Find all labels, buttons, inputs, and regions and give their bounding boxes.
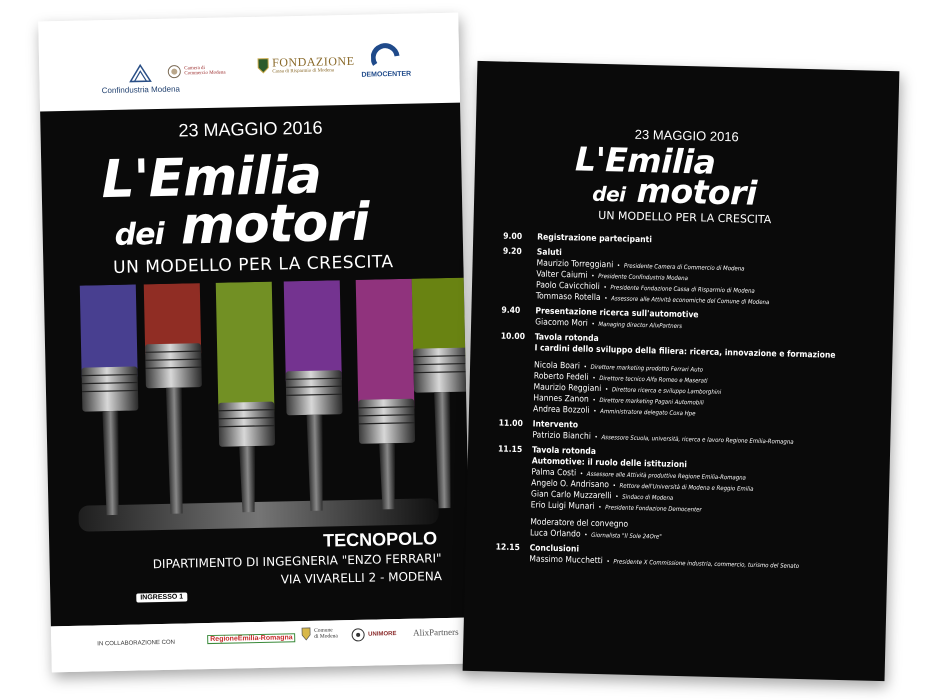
alixpartners-logo: AlixPartners: [413, 626, 459, 638]
speaker-role: Amministratore delegato Coxa Hpe: [600, 408, 696, 418]
fondazione-logo: FONDAZIONE Cassa di Risparmio di Modena: [257, 55, 355, 76]
agenda-slot: [465, 542, 887, 574]
speaker-role: Rettore dell'Università di Modena e Reggio Emilia: [619, 482, 754, 493]
slot-body: [533, 332, 893, 424]
speaker-role: Giornalista "Il Sole 24Ore": [591, 531, 662, 541]
connecting-rod: [434, 392, 452, 508]
speaker-role: Assessore Scuola, università, ricerca e lavoro Regione Emilia-Romagna: [601, 434, 794, 446]
confindustria-emblem-icon: [128, 63, 152, 83]
bullet-separator: •: [589, 272, 597, 280]
bullet-separator: •: [615, 262, 622, 270]
piston-group: [80, 278, 471, 516]
slot-title: Presentazione ricerca sull'automotive: [535, 306, 699, 321]
bullet-separator: •: [581, 363, 589, 371]
poster-subtitle: UN MODELLO PER LA CRESCITA: [112, 252, 394, 278]
slot-title: Tavola rotonda: [534, 332, 599, 344]
slot-title: Tavola rotonda: [531, 445, 597, 457]
speaker-name: Hannes Zanon: [533, 393, 589, 405]
poster-title-line2: dei motori: [114, 192, 370, 257]
program-title-line2: dei motori: [592, 170, 758, 213]
speaker-name: Valter Caiumi: [536, 269, 588, 281]
bullet-separator: •: [590, 396, 598, 404]
poster-date: 23 MAGGIO 2016: [178, 117, 323, 141]
speaker-name: Tommaso Rotella: [535, 291, 601, 304]
slot-body: [532, 419, 890, 450]
moderator-label: Moderatore del convegno: [530, 517, 629, 530]
piston-head: [218, 402, 275, 447]
bullet-separator: •: [592, 433, 600, 442]
piston-head: [413, 348, 470, 393]
speaker-role: Managing director AlixPartners: [598, 320, 683, 331]
piston-head: [358, 399, 415, 444]
speaker-role: Presidente X Commissione industria, commercio, turismo del Senato: [613, 558, 800, 570]
speaker-name: Paolo Cavicchioli: [535, 280, 600, 292]
bullet-separator: •: [613, 493, 621, 501]
piston: [80, 284, 141, 515]
slot-subtitle: Automotive: il ruolo delle istituzioni: [531, 456, 688, 471]
camera-seal-icon: [167, 64, 181, 78]
bullet-separator: •: [610, 482, 618, 490]
slot-time: 9.00: [503, 231, 523, 243]
piston-glow: [412, 278, 470, 359]
bullet-separator: •: [591, 407, 599, 415]
piston-glow: [80, 284, 138, 377]
speaker-role: Sindaco di Modena: [622, 493, 674, 502]
slot-time: 9.40: [501, 305, 521, 317]
speaker-role: Direttore marketing Pagani Automobili: [599, 397, 704, 407]
connecting-rod: [102, 411, 120, 515]
fondazione-crest-icon: [257, 58, 269, 74]
speaker-role: Direttore marketing prodotto Ferrari Auto: [590, 363, 704, 374]
program-subtitle: UN MODELLO PER LA CRESCITA: [598, 208, 772, 227]
speaker-name: Maurizio Torreggiani: [536, 258, 614, 271]
democenter-logo: DEMOCENTER: [361, 42, 412, 80]
slot-time: 11.15: [497, 444, 523, 456]
sponsor-logo-bar: [38, 13, 460, 112]
bullet-separator: •: [578, 470, 585, 478]
comune-crest-icon: [301, 627, 311, 641]
slot-title: Conclusioni: [529, 543, 580, 555]
entrance-badge: INGRESSO 1: [136, 592, 187, 602]
agenda-slot: [466, 444, 890, 548]
agenda-slot: [472, 246, 895, 311]
piston: [284, 280, 345, 511]
piston-glow: [284, 280, 342, 381]
comune-logo: Comune di Modena: [301, 626, 338, 641]
camera-commercio-logo: Camera di Commercio Modena: [167, 64, 226, 79]
slot-body: [535, 306, 893, 337]
piston-head: [145, 343, 202, 388]
event-program: [463, 61, 900, 681]
speaker-role: Direttore ricerca e sviluppo Lamborghini: [611, 386, 722, 396]
bullet-separator: •: [590, 374, 598, 382]
piston-head: [81, 366, 138, 411]
speaker-name: Angelo O. Andrisano: [531, 478, 610, 491]
connecting-rod: [307, 415, 325, 511]
piston: [356, 279, 417, 510]
speaker-role: Direttore tecnico Alfa Romeo e Maserati: [599, 375, 708, 385]
slot-body: [536, 247, 895, 311]
poster-address: VIA VIVARELLI 2 - MODENA: [280, 569, 443, 587]
speaker-name: Roberto Fedeli: [533, 371, 589, 383]
slot-title: Intervento: [532, 419, 579, 431]
speaker-name: Gian Carlo Muzzarelli: [530, 489, 612, 502]
slot-time: 9.20: [502, 246, 522, 258]
speaker-name: Giacomo Mori: [535, 317, 588, 329]
speaker-name: Erio Luigi Munari: [530, 500, 595, 512]
poster-title-line1: L'Emilia: [100, 145, 322, 211]
partner-logo-bar: [51, 618, 472, 673]
speaker-role: Presidente Confindustria Modena: [598, 272, 689, 283]
bullet-separator: •: [596, 503, 604, 512]
event-poster: [38, 13, 472, 673]
program-date: 23 MAGGIO 2016: [634, 126, 739, 145]
collaboration-label: IN COLLABORAZIONE CON: [97, 639, 176, 648]
poster-department: DIPARTIMENTO DI INGEGNERIA "ENZO FERRARI": [152, 551, 442, 572]
slot-body: [530, 445, 890, 548]
speaker-role: Assessore alle Attività produttive Regione Emilia-Romagna: [586, 470, 746, 482]
piston: [412, 278, 471, 509]
piston-glow: [216, 282, 275, 413]
bullet-separator: •: [582, 531, 590, 539]
bullet-separator: •: [601, 284, 609, 292]
slot-subtitle: I cardini dello sviluppo della filiera: ricerca, innovazione e formazione: [534, 343, 836, 361]
slot-title: Registrazione partecipanti: [537, 232, 652, 246]
confindustria-logo: Confindustria Modena: [101, 63, 180, 96]
bullet-separator: •: [604, 558, 612, 566]
speaker-role: Presidente Camera di Commercio di Modena: [623, 262, 745, 273]
slot-time: 12.15: [495, 542, 520, 554]
slot-title: Saluti: [536, 247, 562, 259]
speaker-name: Maurizio Reggiani: [533, 382, 602, 395]
unimore-seal-icon: [351, 628, 365, 642]
slot-body: [529, 543, 887, 574]
speaker-role: Assessore alle Attività economiche del Comune di Modena: [611, 295, 770, 307]
program-title-line1: L'Emilia: [574, 139, 716, 182]
speaker-name: Andrea Bozzoli: [532, 404, 590, 416]
agenda-slot: [469, 331, 893, 424]
speaker-name: Patrizio Bianchi: [532, 430, 592, 442]
unimore-logo: UNIMORE: [351, 627, 397, 642]
regione-logo: RegioneEmilia-Romagna: [207, 633, 296, 644]
speaker-name: Nicola Boari: [533, 360, 581, 372]
piston-glow: [356, 279, 415, 410]
connecting-rod: [166, 388, 185, 514]
piston: [216, 282, 277, 513]
piston-head: [286, 370, 343, 415]
speaker-name: Luca Orlando: [529, 528, 581, 540]
poster-hero: [40, 103, 471, 627]
bullet-separator: •: [603, 386, 611, 394]
bullet-separator: •: [602, 295, 610, 303]
bullet-separator: •: [589, 320, 597, 328]
slot-time: 10.00: [500, 331, 526, 343]
agenda-list: [465, 231, 895, 578]
speaker-name: Palma Costi: [531, 467, 577, 479]
slot-time: 11.00: [498, 418, 523, 430]
piston: [144, 283, 205, 514]
speaker-role: Presidente Fondazione Democenter: [605, 504, 702, 514]
poster-venue: TECNOPOLO: [322, 528, 438, 551]
speaker-name: Massimo Mucchetti: [529, 554, 603, 567]
speaker-role: Presidente Fondazione Cassa di Risparmio di Modena: [610, 284, 755, 295]
democenter-arc-icon: [371, 42, 402, 69]
